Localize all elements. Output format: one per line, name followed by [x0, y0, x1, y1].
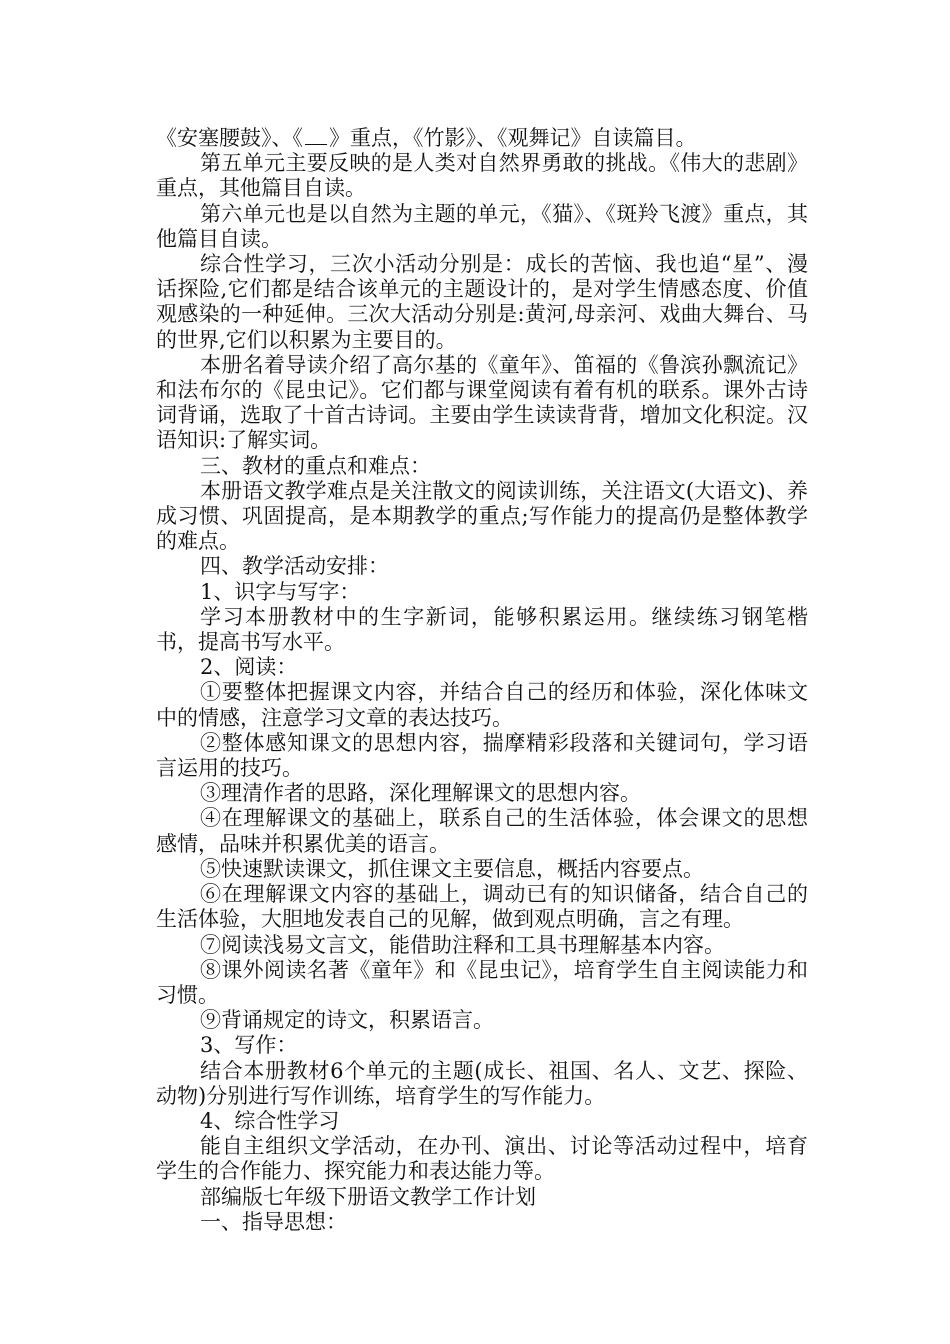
fill-in-blank	[305, 144, 327, 145]
paragraph-unit6: 第六单元也是以自然为主题的单元，《猫》、《斑羚飞渡》重点，其他篇目自读。	[156, 201, 808, 251]
list-item-reading-7: ⑦阅读浅易文言文，能借助注释和工具书理解基本内容。	[200, 932, 725, 957]
section-heading-guiding-ideology: 一、指导思想：	[200, 1209, 347, 1234]
paragraph-key-points: 本册语文教学难点是关注散文的阅读训练，关注语文(大语文)、养成习惯、巩固提高，是本期教学的重点;写作能力的提高仍是整体教学的难点。	[156, 478, 808, 554]
list-item-reading-3: ③理清作者的思路，深化理解课文的思想内容。	[200, 781, 641, 806]
section-heading-activities: 四、教学活动安排：	[200, 554, 389, 579]
document-body	[156, 126, 808, 1235]
list-item-reading-1: ①要整体把握课文内容，并结合自己的经历和体验，深化体味文中的情感，注意学习文章的表达技巧。	[156, 680, 808, 730]
subheading-literacy: 1、识字与写字：	[200, 579, 361, 604]
paragraph-text-segment: 》重点，《竹影》、《观舞记》自读篇目。	[329, 126, 697, 150]
paragraph-comprehensive-learning: 综合性学习，三次小活动分别是：成长的苦恼、我也追“星”、漫话探险,它们都是结合该单元的主题设计的，是对学生情感态度、价值观感染的一种延伸。三次大活动分别是:黄河,母亲河、戏曲大舞台、马的世界,它们以积累为主要目的。	[156, 252, 808, 352]
list-item-reading-2: ②整体感知课文的思想内容，揣摩精彩段落和关键词句，学习语言运用的技巧。	[156, 730, 808, 781]
paragraph-text-segment: 《安塞腰鼓》、《	[156, 126, 303, 150]
list-item-reading-4: ④在理解课文的基础上，联系自己的生活体验，体会课文的思想感情，品味并积累优美的语言。	[156, 806, 808, 856]
paragraph-classic-reading: 本册名着导读介绍了高尔基的《童年》、笛福的《鲁滨孙飘流记》和法布尔的《昆虫记》。它们都与课堂阅读有着有机的联系。课外古诗词背诵，选取了十首古诗词。主要由学生读读背背，增加文化积淀。汉语知识:了解实词。	[156, 352, 808, 453]
paragraph-writing: 结合本册教材6个单元的主题(成长、祖国、名人、文艺、探险、动物)分别进行写作训练，培育学生的写作能力。	[156, 1058, 808, 1108]
paragraph-comprehensive: 能自主组织文学活动，在办刊、演出、讨论等活动过程中，培育学生的合作能力、探究能力和表达能力等。	[156, 1134, 808, 1184]
subheading-comprehensive: 4、综合性学习	[200, 1108, 340, 1133]
list-item-reading-6: ⑥在理解课文内容的基础上，调动已有的知识储备，结合自己的生活体验，大胆地发表自己的见解，做到观点明确，言之有理。	[156, 882, 808, 932]
document-title: 部编版七年级下册语文教学工作计划	[200, 1184, 536, 1209]
section-heading-key-points: 三、教材的重点和难点：	[200, 453, 431, 478]
list-item-reading-9: ⑨背诵规定的诗文，积累语言。	[200, 1008, 494, 1033]
paragraph-literacy: 学习本册教材中的生字新词，能够积累运用。继续练习钢笔楷书，提高书写水平。	[156, 604, 808, 655]
paragraph-unit5: 第五单元主要反映的是人类对自然界勇敢的挑战。《伟大的悲剧》重点，其他篇目自读。	[156, 151, 808, 201]
subheading-writing: 3、写作：	[200, 1033, 298, 1058]
list-item-reading-8: ⑧课外阅读名著《童年》和《昆虫记》，培育学生自主阅读能力和习惯。	[156, 957, 808, 1007]
list-item-reading-5: ⑤快速默读课文，抓住课文主要信息，概括内容要点。	[200, 856, 704, 881]
paragraph-unit4-readings	[156, 126, 808, 151]
subheading-reading: 2、阅读：	[200, 655, 298, 680]
